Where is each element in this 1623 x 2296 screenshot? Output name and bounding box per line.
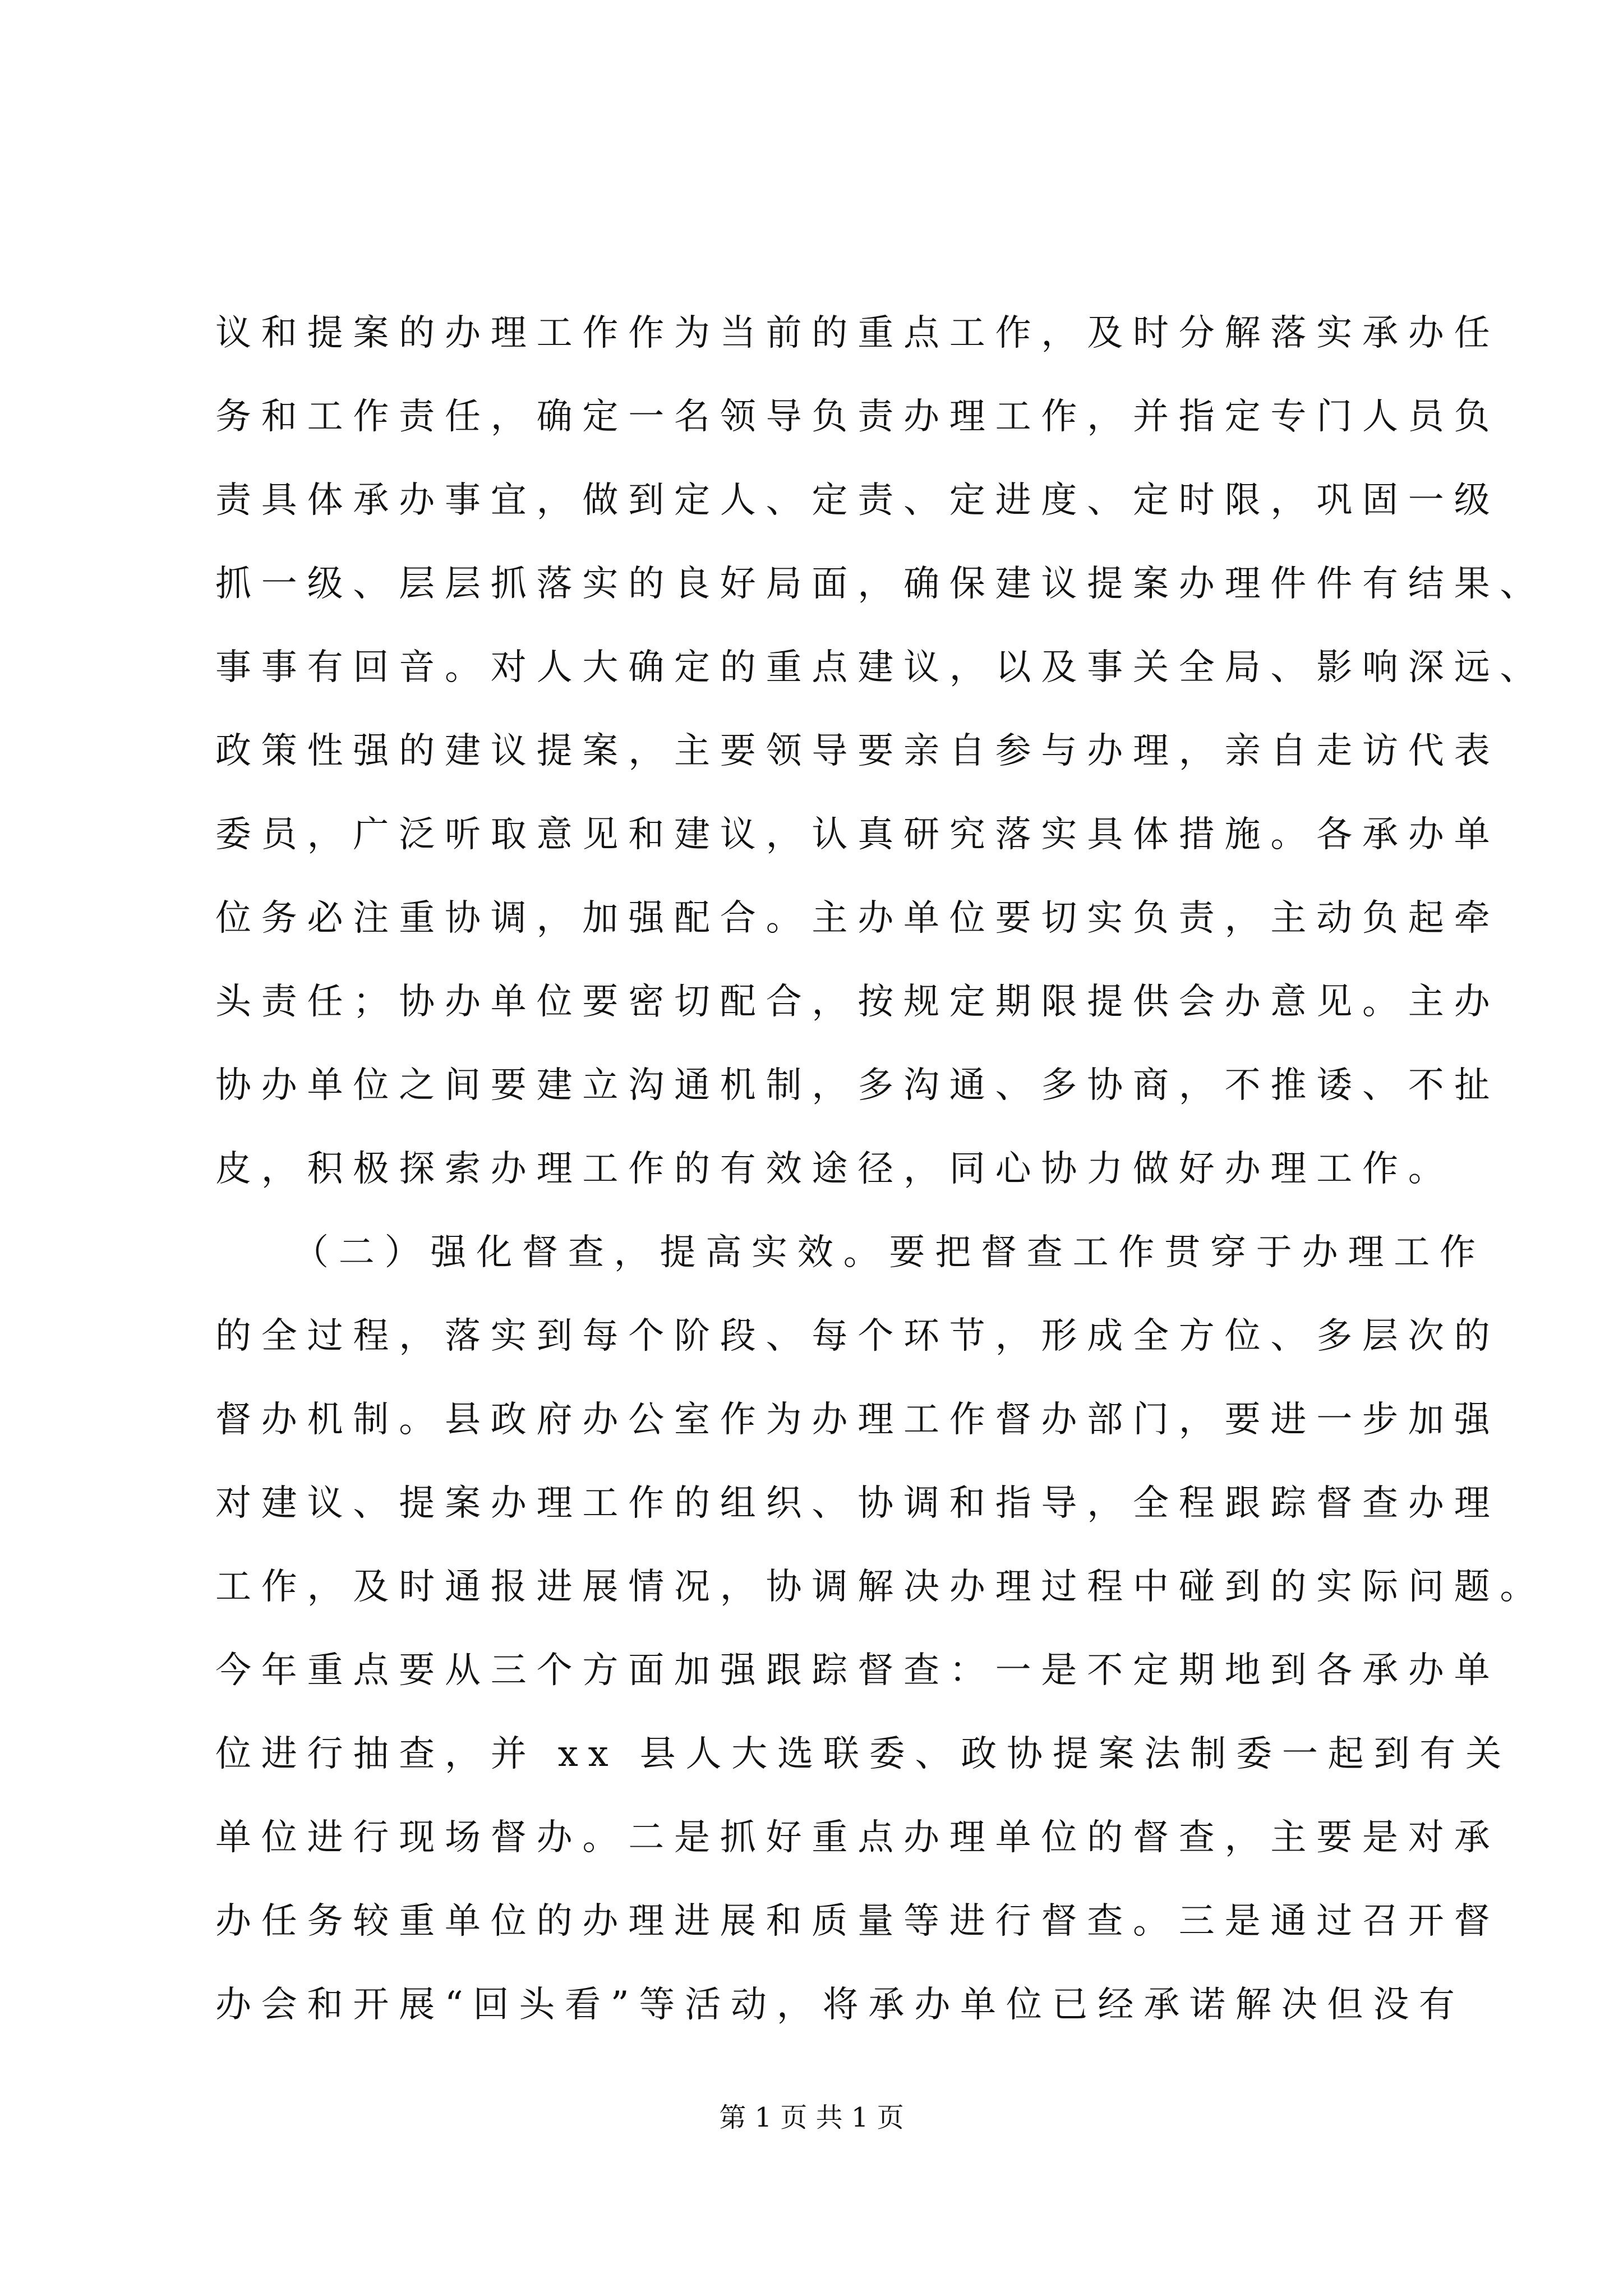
body-line-14: 督办机制。县政府办公室作为办理工作督办部门，要进一步加强 bbox=[215, 1399, 1500, 1441]
body-line-5: 事事有回音。对人大确定的重点建议，以及事关全局、影响深远、 bbox=[215, 647, 1546, 688]
body-line-6: 政策性强的建议提案，主要领导要亲自参与办理，亲自走访代表 bbox=[215, 730, 1500, 772]
body-line-4: 抓一级、层层抓落实的良好局面，确保建议提案办理件件有结果、 bbox=[215, 563, 1546, 605]
body-line-16: 工作，及时通报进展情况，协调解决办理过程中碰到的实际问题。 bbox=[215, 1566, 1546, 1608]
body-line-7: 委员，广泛听取意见和建议，认真研究落实具体措施。各承办单 bbox=[215, 814, 1500, 855]
section-heading-line: （二）强化督查，提高实效。要把督查工作贯穿于办理工作 bbox=[293, 1232, 1486, 1273]
body-line-10: 协办单位之间要建立沟通机制，多沟通、多协商，不推诿、不扯 bbox=[215, 1065, 1500, 1106]
body-line-8: 位务必注重协调，加强配合。主办单位要切实负责，主动负起牵 bbox=[215, 898, 1500, 939]
body-line-11: 皮，积极探索办理工作的有效途径，同心协力做好办理工作。 bbox=[215, 1148, 1454, 1190]
body-line-18: 位进行抽查，并 xx 县人大选联委、政协提案法制委一起到有关 bbox=[215, 1733, 1511, 1775]
body-line-2: 务和工作责任，确定一名领导负责办理工作，并指定专门人员负 bbox=[215, 396, 1500, 438]
body-line-1: 议和提案的办理工作作为当前的重点工作，及时分解落实承办任 bbox=[215, 312, 1500, 354]
document-body bbox=[215, 292, 1546, 2047]
body-line-9: 头责任；协办单位要密切配合，按规定期限提供会办意见。主办 bbox=[215, 981, 1500, 1023]
body-line-13: 的全过程，落实到每个阶段、每个环节，形成全方位、多层次的 bbox=[215, 1315, 1500, 1357]
body-line-3: 责具体承办事宜，做到定人、定责、定进度、定时限，巩固一级 bbox=[215, 480, 1500, 521]
body-line-21: 办会和开展“回头看”等活动，将承办单位已经承诺解决但没有 bbox=[215, 1984, 1465, 2026]
body-line-15: 对建议、提案办理工作的组织、协调和指导，全程跟踪督查办理 bbox=[215, 1483, 1500, 1524]
body-line-17: 今年重点要从三个方面加强跟踪督查：一是不定期地到各承办单 bbox=[215, 1650, 1500, 1691]
body-line-20: 办任务较重单位的办理进展和质量等进行督查。三是通过召开督 bbox=[215, 1901, 1500, 1942]
body-line-19: 单位进行现场督办。二是抓好重点办理单位的督查，主要是对承 bbox=[215, 1817, 1500, 1858]
page-footer: 第 1 页 共 1 页 bbox=[719, 2102, 904, 2133]
